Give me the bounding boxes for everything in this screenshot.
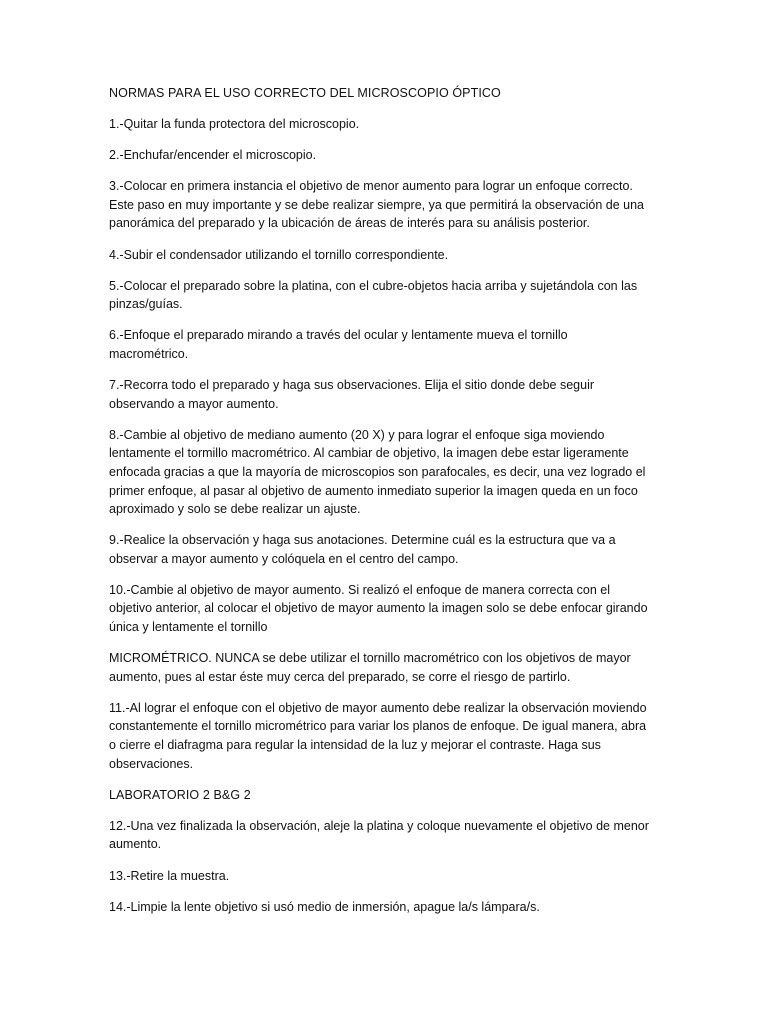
step-10-continuation-paragraph: MICROMÉTRICO. NUNCA se debe utilizar el tornillo macrométrico con los objetivos de mayor aumento, pues al estar éste muy cerca del preparado, se corre el riesgo de partirlo. <box>109 651 631 684</box>
document-body <box>109 84 649 929</box>
step-6-paragraph: 6.-Enfoque el preparado mirando a través del ocular y lentamente mueva el tornillo macrométrico. <box>109 328 568 361</box>
step-3-paragraph: 3.-Colocar en primera instancia el objetivo de menor aumento para lograr un enfoque correcto. Este paso en muy importante y se debe realizar siempre, ya que permitirá la observación de una panorámica del preparado y la ubicación de áreas de interés para su análisis posterior. <box>109 179 645 231</box>
step-4-paragraph: 4.-Subir el condensador utilizando el tornillo correspondiente. <box>109 247 449 262</box>
step-12-paragraph: 12.-Una vez finalizada la observación, aleje la platina y coloque nuevamente el objetivo de menor aumento. <box>109 818 649 852</box>
step-8-paragraph: 8.-Cambie al objetivo de mediano aumento (20 X) y para lograr el enfoque siga moviendo lentamente el tormillo macrométrico. Al cambiar de objetivo, la imagen debe estar ligeramente enfocada gracias a que la mayoría de microscopios son parafocales, es decir, una vez logrado el primer enfoque, al pasar al objetivo de aumento inmediato superior la imagen queda en un foco aproximado y solo se debe realizar un ajuste. <box>109 427 646 517</box>
step-5-paragraph: 5.-Colocar el preparado sobre la platina, con el cubre-objetos hacia arriba y sujetándola con las pinzas/guías. <box>109 278 638 312</box>
document-title: NORMAS PARA EL USO CORRECTO DEL MICROSCOPIO ÓPTICO <box>109 86 501 100</box>
step-1-paragraph: 1.-Quitar la funda protectora del microscopio. <box>109 117 360 132</box>
step-7-paragraph: 7.-Recorra todo el preparado y haga sus observaciones. Elija el sitio donde debe seguir observando a mayor aumento. <box>109 378 595 411</box>
step-14-paragraph: 14.-Limpie la lente objetivo si usó medio de inmersión, apague la/s lámpara/s. <box>109 899 540 914</box>
step-2-paragraph: 2.-Enchufar/encender el microscopio. <box>109 148 317 163</box>
lab-section-heading: LABORATORIO 2 B&G 2 <box>109 787 251 802</box>
step-9-paragraph: 9.-Realice la observación y haga sus anotaciones. Determine cuál es la estructura que va a observar a mayor aumento y colóquela en el centro del campo. <box>109 533 616 566</box>
step-11-paragraph: 11.-Al lograr el enfoque con el objetivo de mayor aumento debe realizar la observación moviendo constantemente el tornillo micrométrico para variar los planos de enfoque. De igual manera, abra o cierre el diafragma para regular la intensidad de la luz y mejorar el contraste. Haga sus observaciones. <box>109 700 647 771</box>
step-10-paragraph: 10.-Cambie al objetivo de mayor aumento. Si realizó el enfoque de manera correcta con el objetivo anterior, al colocar el objetivo de mayor aumento la imagen solo se debe enfocar girando única y lentamente el tornillo <box>109 582 648 635</box>
step-13-paragraph: 13.-Retire la muestra. <box>109 868 230 883</box>
